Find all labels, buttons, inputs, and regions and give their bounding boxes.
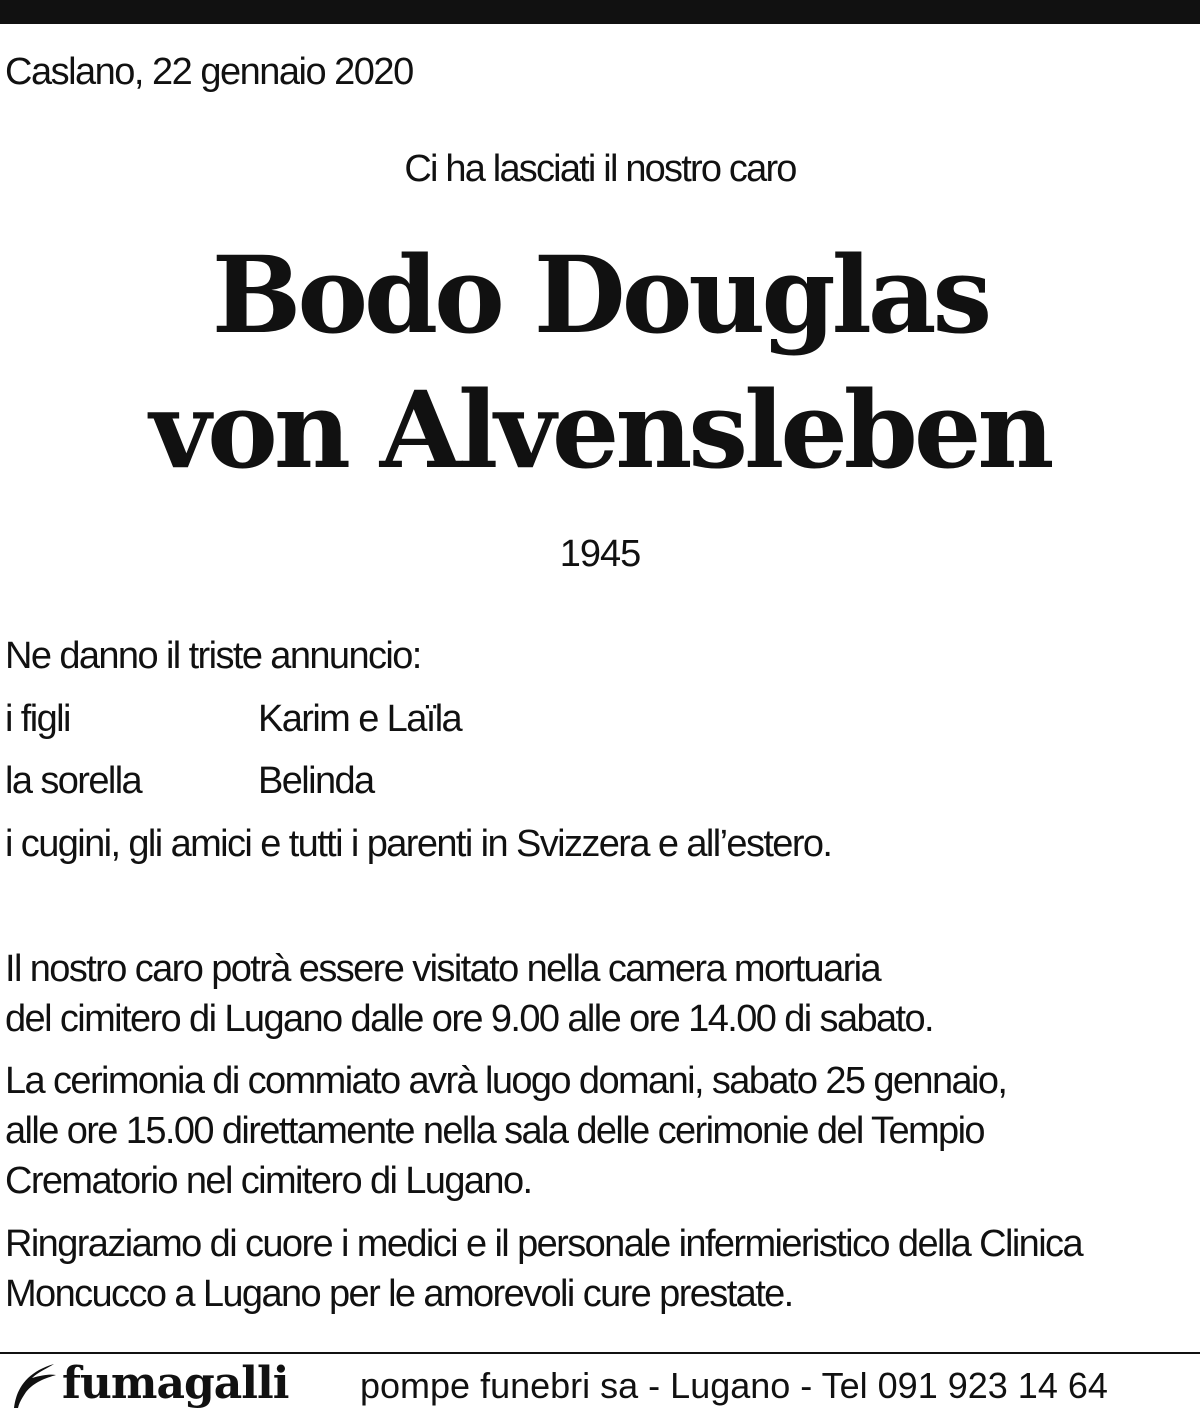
brand-name: fumagalli (62, 1358, 289, 1409)
family-relation: i figli (5, 698, 70, 740)
top-rule (0, 0, 1200, 24)
paragraph-line: La cerimonia di commiato avrà luogo domani, sabato 25 gennaio, (5, 1060, 1007, 1102)
family-names: Karim e Laïla (258, 698, 462, 740)
funeral-home-footer (0, 1356, 1200, 1414)
feather-logo-icon (8, 1360, 60, 1410)
thanks-paragraph (5, 1220, 1195, 1320)
deceased-name-second-line: von Alvensleben (149, 367, 1051, 492)
place-date: Caslano, 22 gennaio 2020 (5, 51, 413, 93)
other-relatives: i cugini, gli amici e tutti i parenti in Svizzera e all’estero. (5, 823, 832, 865)
ceremony-paragraph (5, 1057, 1195, 1207)
intro-text: Ci ha lasciati il nostro caro (404, 148, 796, 190)
paragraph-line: alle ore 15.00 direttamente nella sala delle cerimonie del Tempio (5, 1110, 984, 1152)
paragraph-line: del cimitero di Lugano dalle ore 9.00 alle ore 14.00 di sabato. (5, 998, 934, 1040)
paragraph-line: Ringraziamo di cuore i medici e il personale infermieristico della Clinica (5, 1223, 1082, 1265)
paragraph-line: Moncucco a Lugano per le amorevoli cure prestate. (5, 1273, 793, 1315)
bottom-rule (0, 1352, 1200, 1354)
visitation-paragraph (5, 945, 1195, 1045)
family-names: Belinda (258, 760, 374, 802)
paragraph-line: Crematorio nel cimitero di Lugano. (5, 1160, 532, 1202)
deceased-name-first-line: Bodo Douglas (211, 232, 989, 357)
family-relation: la sorella (5, 760, 142, 802)
birth-year: 1945 (559, 533, 641, 575)
footer-tagline: pompe funebri sa - Lugano - Tel 091 923 14 64 (360, 1365, 1108, 1406)
paragraph-line: Il nostro caro potrà essere visitato nella camera mortuaria (5, 948, 881, 990)
announcement-heading: Ne danno il triste annuncio: (5, 635, 421, 677)
